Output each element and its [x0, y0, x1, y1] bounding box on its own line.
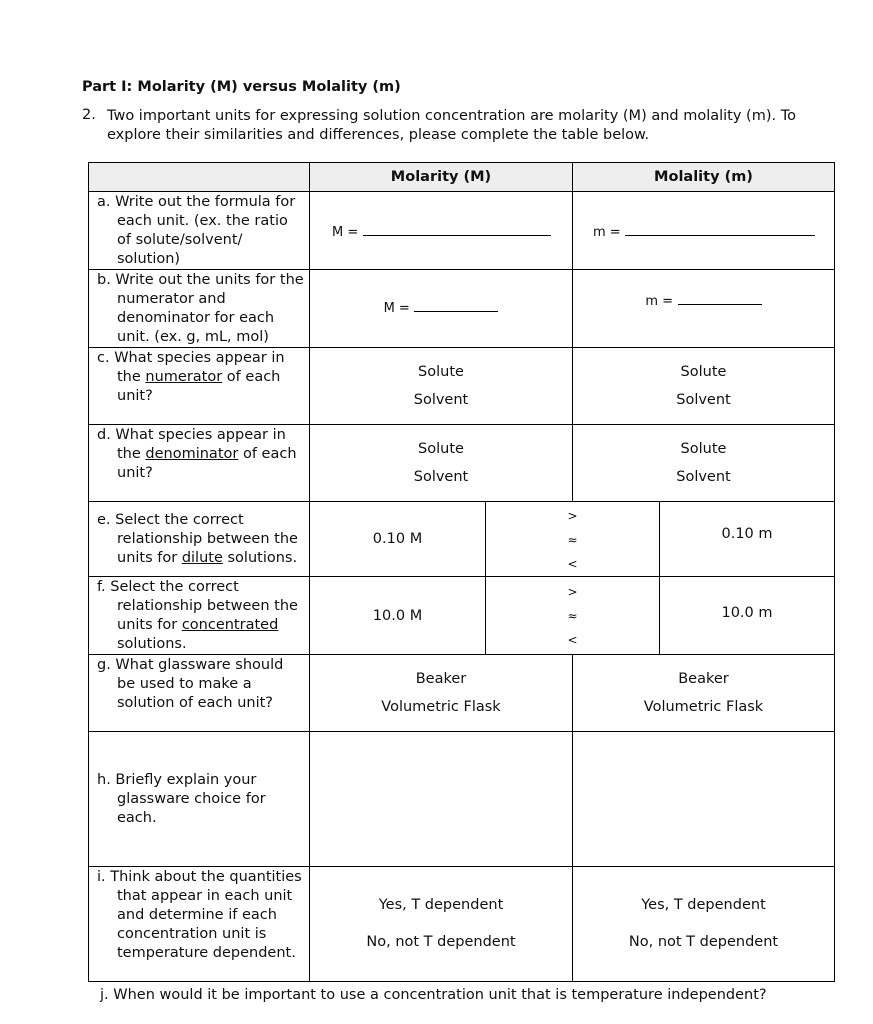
prompt-h: h. Briefly explain your glassware choice for each. [89, 732, 310, 867]
option-beaker[interactable]: Beaker [678, 671, 729, 687]
comparison-table [88, 162, 835, 982]
glassware-explanation-molarity[interactable] [310, 732, 573, 867]
molarity-formula-label: M = [332, 225, 359, 240]
prompt-f: f. Select the correct relationship between the units for concentrated solutions. [89, 577, 310, 655]
option-solvent[interactable]: Solvent [413, 392, 469, 408]
option-approx[interactable]: ≈ [567, 608, 578, 623]
option-solvent[interactable]: Solvent [676, 469, 731, 485]
species-numerator-molarity [310, 348, 573, 425]
molarity-units-blank[interactable] [414, 297, 498, 312]
question-text: Two important units for expressing solution concentration are molarity (M) and molality (m). To explore their similarities and differences, please complete the table below. [107, 108, 796, 143]
prompt-g: g. What glassware should be used to make a solution of each unit? [89, 655, 310, 732]
glassware-molarity [310, 655, 573, 732]
option-solute[interactable]: Solute [418, 364, 464, 380]
prompt-d: d. What species appear in the denominator of each unit? [89, 425, 310, 502]
option-t-dependent[interactable]: Yes, T dependent [378, 897, 504, 913]
option-less[interactable]: < [567, 632, 578, 647]
question-j: j. When would it be important to use a concentration unit that is temperature independent? [100, 987, 767, 1003]
option-solvent[interactable]: Solvent [676, 392, 731, 408]
species-numerator-molality [573, 348, 835, 425]
formula-molarity-cell[interactable] [310, 192, 573, 270]
option-beaker[interactable]: Beaker [415, 671, 467, 687]
option-solute[interactable]: Solute [680, 441, 727, 457]
option-solvent[interactable]: Solvent [413, 469, 469, 485]
option-less[interactable]: < [567, 557, 578, 571]
molality-units-label: m = [645, 294, 674, 309]
prompt-i: i. Think about the quantities that appear in each unit and determine if each concentration unit is temperature dependent. [89, 867, 310, 982]
concentrated-molarity-value: 10.0 M [310, 577, 486, 655]
prompt-c: c. What species appear in the numerator of each unit? [89, 348, 310, 425]
header-molality: Molality (m) [573, 163, 835, 192]
temperature-molarity [310, 867, 573, 982]
option-solute[interactable]: Solute [680, 364, 727, 380]
molality-formula-label: m = [593, 225, 621, 240]
dilute-molarity-value: 0.10 M [310, 502, 486, 577]
option-solute[interactable]: Solute [418, 441, 464, 457]
concentrated-molality-value: 10.0 m [660, 577, 835, 655]
option-greater[interactable]: > [567, 584, 578, 599]
option-not-t-dependent[interactable]: No, not T dependent [366, 934, 516, 950]
option-volumetric-flask[interactable]: Volumetric Flask [643, 699, 764, 715]
option-approx[interactable]: ≈ [567, 533, 578, 547]
molarity-units-label: M = [383, 301, 410, 316]
glassware-explanation-molality[interactable] [573, 732, 835, 867]
formula-molality-cell[interactable] [573, 192, 835, 270]
species-denominator-molarity [310, 425, 573, 502]
empty-header [89, 163, 310, 192]
dilute-relation-options [486, 502, 660, 577]
option-greater[interactable]: > [567, 509, 578, 523]
molality-formula-blank[interactable] [625, 221, 815, 236]
units-molarity-cell[interactable] [310, 270, 573, 348]
option-not-t-dependent[interactable]: No, not T dependent [628, 934, 779, 950]
option-volumetric-flask[interactable]: Volumetric Flask [381, 699, 501, 715]
species-denominator-molality [573, 425, 835, 502]
prompt-e: e. Select the correct relationship between the units for dilute solutions. [89, 502, 310, 577]
concentrated-relation-options [486, 577, 660, 655]
prompt-a: a. Write out the formula for each unit. (ex. the ratio of solute/solvent/ solution) [89, 192, 310, 270]
section-title: Part I: Molarity (M) versus Molality (m) [82, 79, 401, 95]
units-molality-cell[interactable] [573, 270, 835, 348]
temperature-molality [573, 867, 835, 982]
question-number: 2. [82, 107, 96, 123]
dilute-molality-value: 0.10 m [660, 502, 835, 577]
glassware-molality [573, 655, 835, 732]
option-t-dependent[interactable]: Yes, T dependent [641, 897, 766, 913]
molality-units-blank[interactable] [678, 290, 762, 305]
molarity-formula-blank[interactable] [363, 221, 551, 236]
prompt-b: b. Write out the units for the numerator and denominator for each unit. (ex. g, mL, mol) [89, 270, 310, 348]
header-molarity: Molarity (M) [310, 163, 573, 192]
